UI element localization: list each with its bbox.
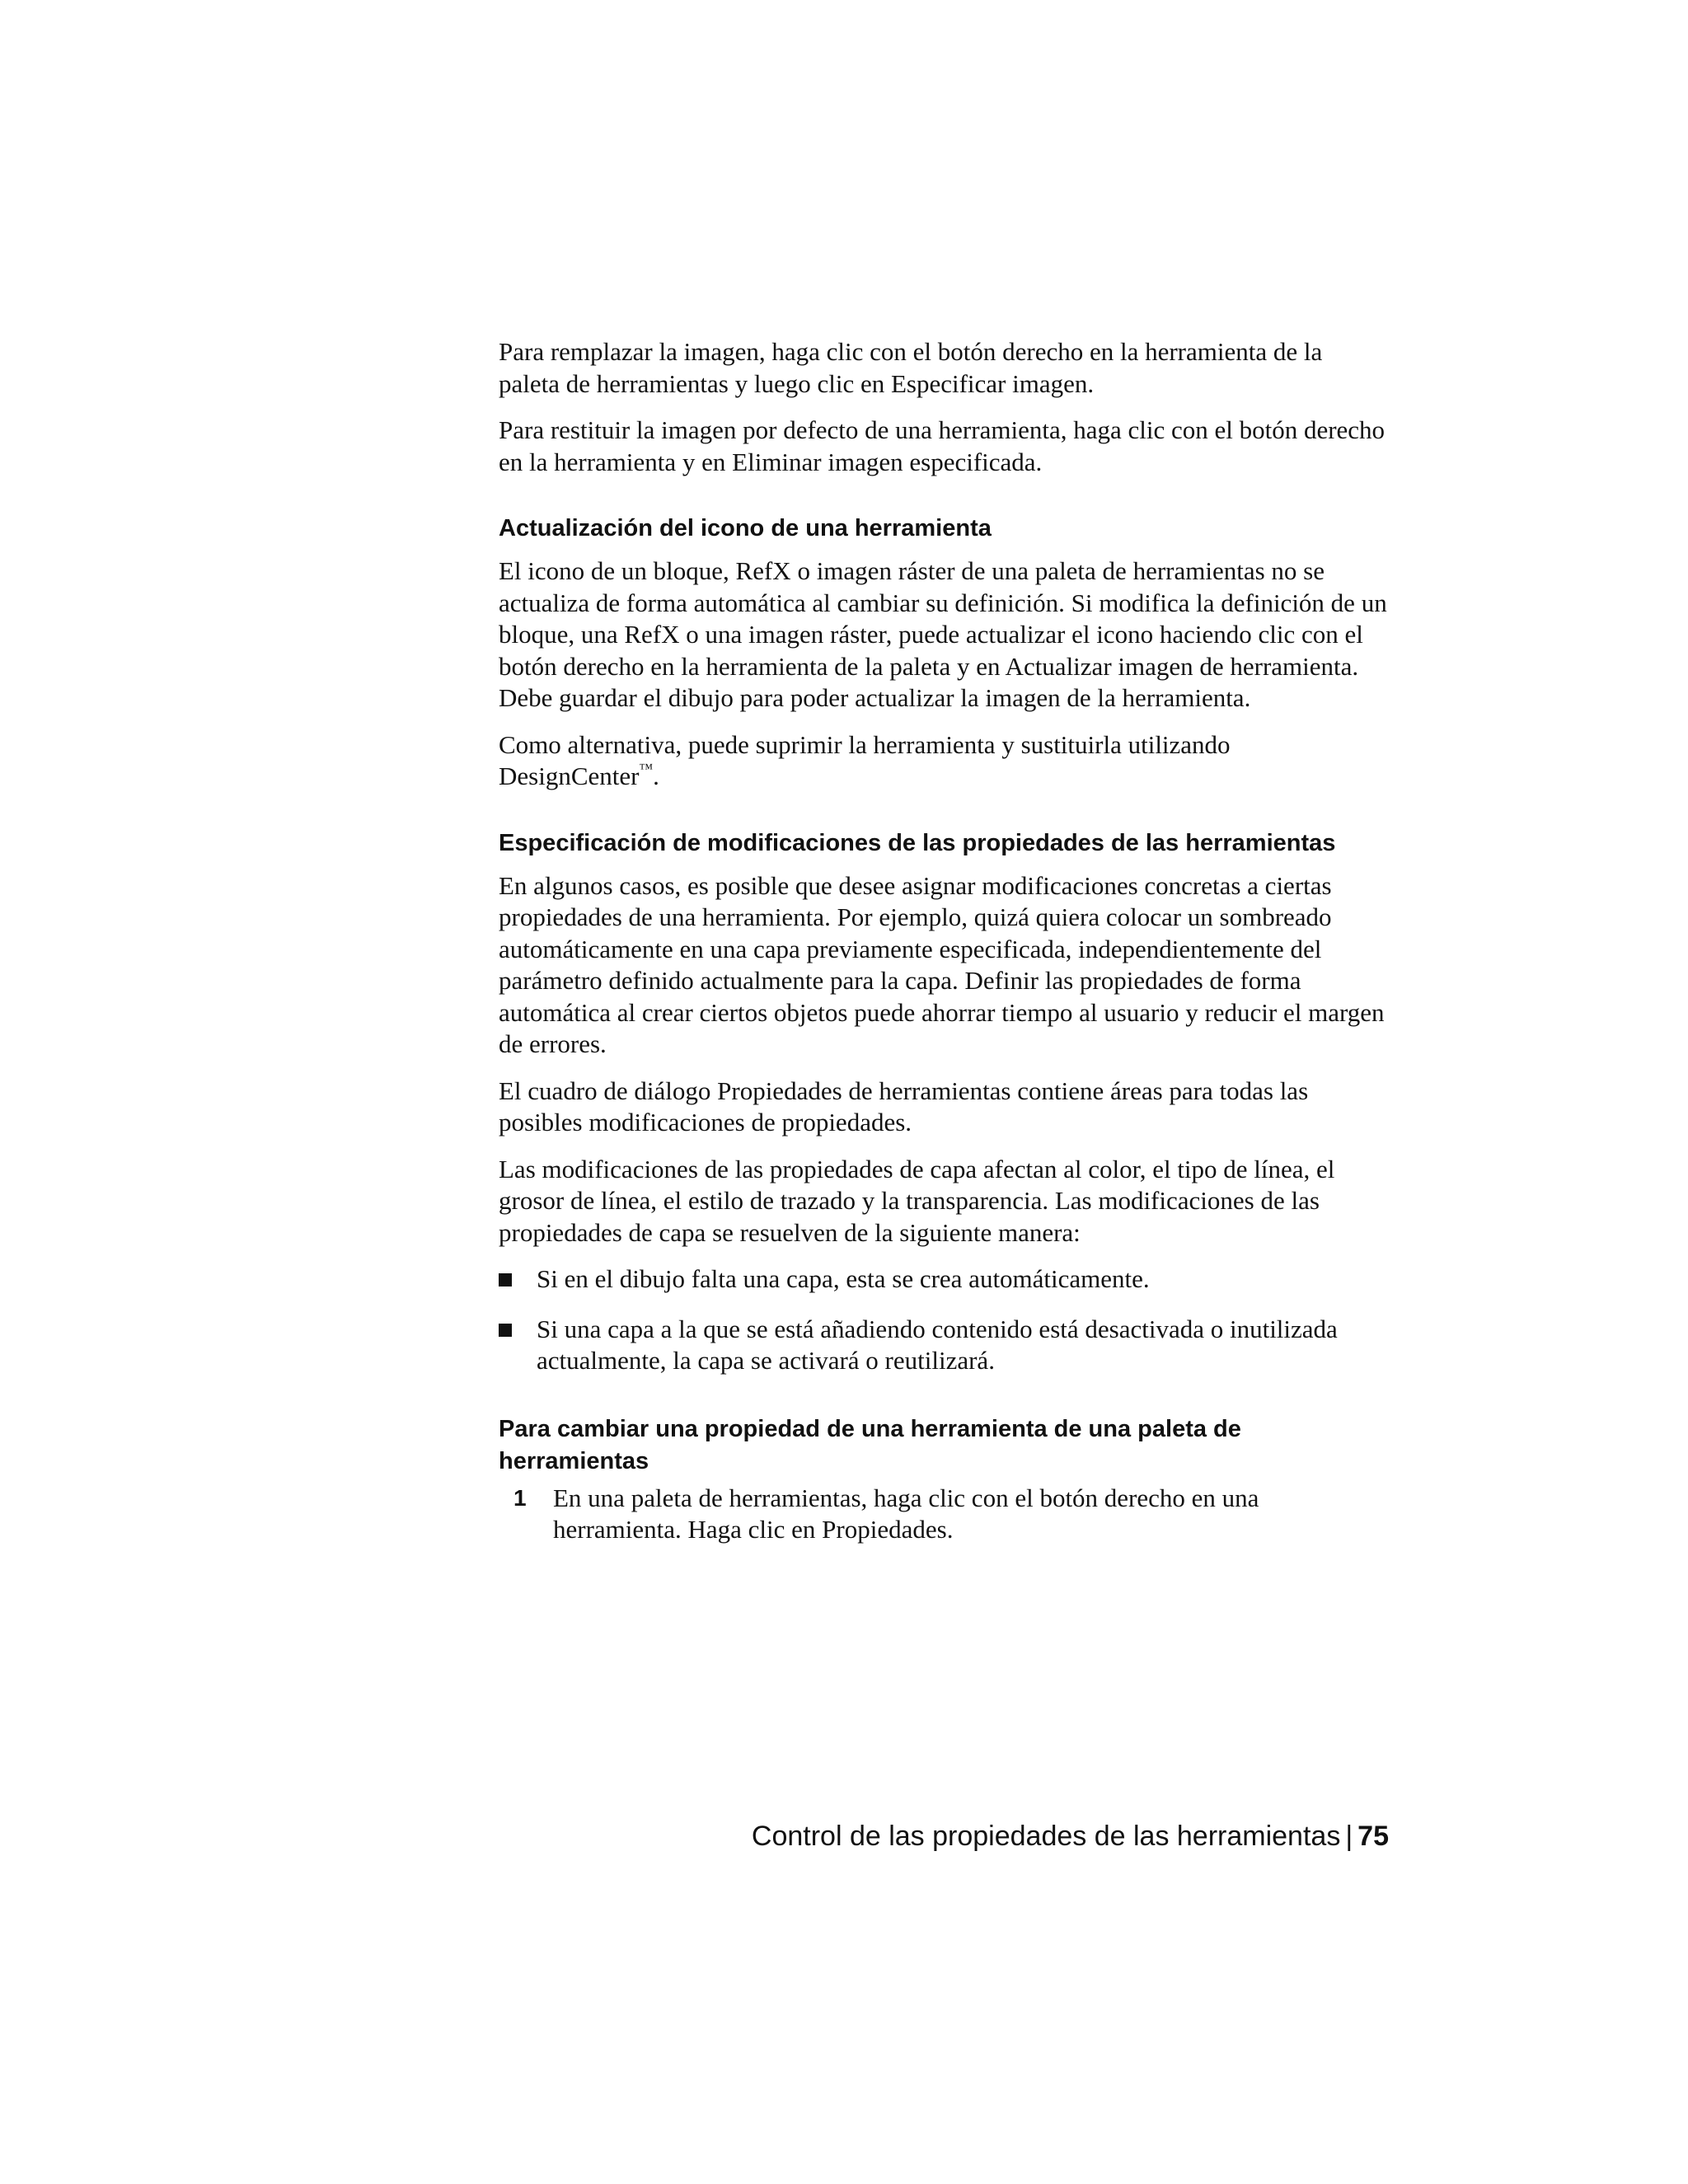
list-item bbox=[499, 1314, 1389, 1377]
footer-chapter-title: Control de las propiedades de las herramientas bbox=[751, 1821, 1341, 1852]
square-bullet-icon bbox=[499, 1273, 512, 1286]
procedure-heading: Para cambiar una propiedad de una herramienta de una paleta de herramientas bbox=[499, 1415, 1241, 1474]
paragraph-dialog-areas: El cuadro de diálogo Propiedades de herramientas contiene áreas para todas las posibles modificaciones de propiedades. bbox=[499, 1076, 1309, 1137]
list-item-text: Si en el dibujo falta una capa, esta se crea automáticamente. bbox=[537, 1264, 1150, 1293]
paragraph-designcenter-end: . bbox=[653, 762, 659, 790]
paragraph-replace-image: Para remplazar la imagen, haga clic con el botón derecho en la herramienta de la paleta de herramientas y luego clic en Especificar imagen. bbox=[499, 337, 1323, 398]
procedure-steps bbox=[499, 1483, 1389, 1546]
step-text: En una paleta de herramientas, haga clic con el botón derecho en una herramienta. Haga clic en Propiedades. bbox=[553, 1483, 1259, 1544]
page-content bbox=[499, 336, 1389, 1546]
paragraph-layer-overrides: Las modificaciones de las propiedades de capa afectan al color, el tipo de línea, el grosor de línea, el estilo de trazado y la transparencia. Las modificaciones de las propiedades de capa se resuelven de la siguiente manera: bbox=[499, 1154, 1335, 1247]
section-heading-update-icon: Actualización del icono de una herramienta bbox=[499, 515, 992, 541]
section-heading-property-overrides: Especificación de modificaciones de las propiedades de las herramientas bbox=[499, 829, 1336, 856]
page-number: 75 bbox=[1357, 1821, 1389, 1852]
square-bullet-icon bbox=[499, 1324, 512, 1337]
list-item bbox=[499, 1263, 1389, 1296]
footer-separator: | bbox=[1345, 1821, 1353, 1852]
list-item-text: Si una capa a la que se está añadiendo contenido está desactivada o inutilizada actualmente, la capa se activará o reutilizará. bbox=[537, 1314, 1338, 1375]
step-number: 1 bbox=[513, 1484, 527, 1511]
step-item bbox=[499, 1483, 1389, 1546]
page-footer bbox=[499, 1820, 1389, 1853]
bullet-list bbox=[499, 1263, 1389, 1377]
paragraph-overrides-intro: En algunos casos, es posible que desee asignar modificaciones concretas a ciertas propiedades de una herramienta. Por ejemplo, quizá quiera colocar un sombreado automáticamente en una capa previamente especificada, independientemente del parámetro definido actualmente para la capa. Definir las propiedades de forma automática al crear ciertos objetos puede ahorrar tiempo al usuario y reducir el margen de errores. bbox=[499, 870, 1385, 1058]
paragraph-designcenter-text: Como alternativa, puede suprimir la herramienta y sustituirla utilizando DesignCenter bbox=[499, 729, 1231, 790]
paragraph-restore-image: Para restituir la imagen por defecto de una herramienta, haga clic con el botón derecho en la herramienta y en Eliminar imagen especificada. bbox=[499, 415, 1386, 476]
paragraph-update-icon: El icono de un bloque, RefX o imagen ráster de una paleta de herramientas no se actualiza de forma automática al cambiar su definición. Si modifica la definición de un bloque, una RefX o una imagen ráster, puede actualizar el icono haciendo clic con el botón derecho en la herramienta de la paleta y en Actualizar imagen de herramienta. Debe guardar el dibujo para poder actualizar la imagen de la herramienta. bbox=[499, 556, 1387, 712]
paragraph-designcenter bbox=[499, 729, 1389, 793]
trademark-symbol: ™ bbox=[639, 761, 654, 776]
